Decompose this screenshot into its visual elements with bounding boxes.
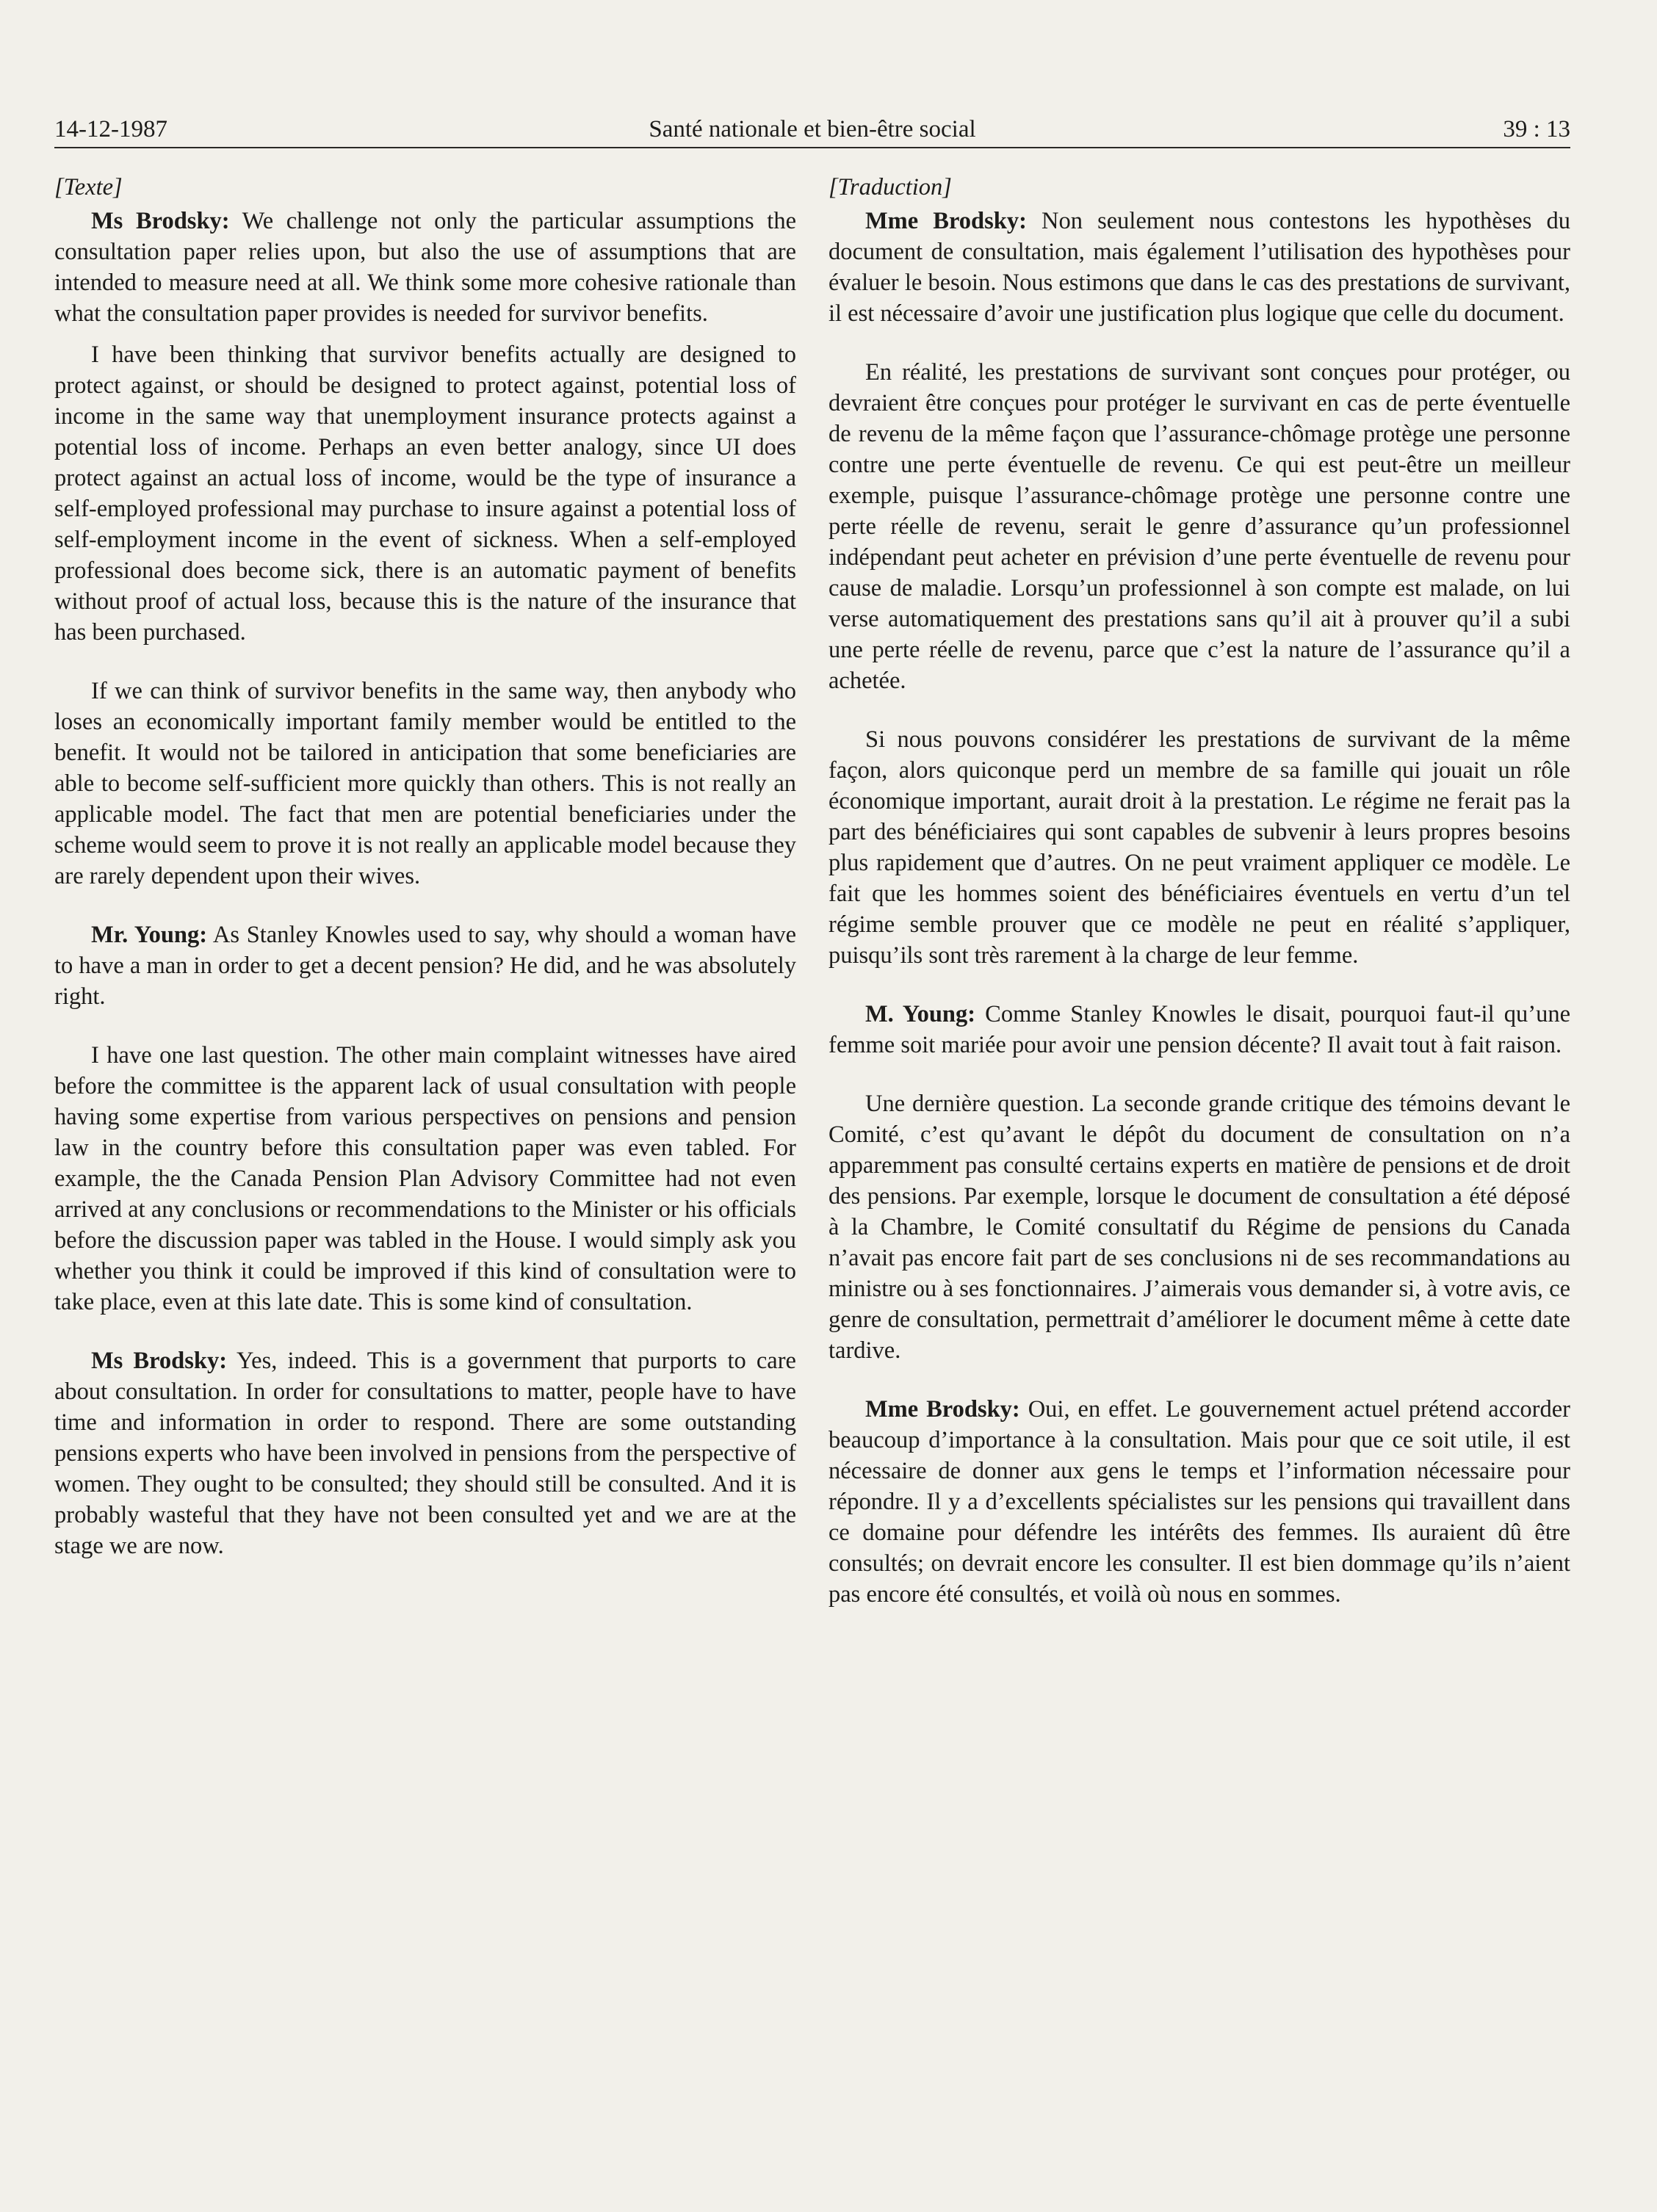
paragraph	[54, 919, 796, 1012]
paragraph-text: Oui, en effet. Le gouvernement actuel prétend accorder beaucoup d’importance à la consultation. Mais pour que ce soit utile, il est nécessaire de donner aux gens le temps et l’information nécessaire pour répondre. Il y a d’excellents spécialistes sur les pensions qui travaillent dans ce domaine pour défendre les intérêts des femmes. Ils auraient dû être consultés; on devrait encore les consulter. Il est bien dommage qu’ils n’aient pas encore été consultés, et voilà où nous en sommes.	[828, 1396, 1571, 1608]
speaker-name: Ms Brodsky:	[91, 1348, 228, 1374]
paragraph-text: I have been thinking that survivor benefits actually are designed to protect against, or should be designed to protect against, potential loss of income in the same way that unemployment insurance protects against a potential loss of income. Perhaps an even better analogy, since UI does protect against an actual loss of income, would be the type of insurance a self-employed professional may purchase to insure against a potential loss of self-employment income in the event of sickness. When a self-employed professional does become sick, there is an automatic payment of benefits without proof of actual loss, because this is the nature of the insurance that has been purchased.	[54, 341, 796, 646]
paragraph	[54, 206, 796, 329]
paragraph	[828, 1394, 1570, 1610]
paragraph-text: We challenge not only the particular assumptions the consultation paper relies upon, but also the use of assumptions that are intended to measure need at all. We think some more cohesive rationale than what the consultation paper provides is needed for survivor benefits.	[54, 208, 796, 327]
speaker-name: Ms Brodsky:	[91, 208, 230, 234]
speaker-name: Mr. Young:	[91, 922, 208, 948]
page-header	[54, 112, 1570, 148]
paragraph-text: If we can think of survivor benefits in the same way, then anybody who loses an economically important family member would be entitled to the benefit. It would not be tailored in anticipation that some beneficiaries are able to become self-sufficient more quickly than others. This is not really an applicable model. The fact that men are potential beneficiaries under the scheme would seem to prove it is not really an applicable model because they are rarely dependent upon their wives.	[54, 678, 796, 889]
paragraph-text: Si nous pouvons considérer les prestations de survivant de la même façon, alors quiconque perd un membre de sa famille qui jouait un rôle économique important, aurait droit à la prestation. Le régime ne ferait pas la part des bénéficiaires qui sont capables de subvenir à leurs propres besoins plus rapidement que d’autres. On ne peut vraiment appliquer ce modèle. Le fait que les hommes soient des bénéficiaires éventuels en vertu d’un tel régime semble prouver que ce modèle ne peut en réalité s’appliquer, puisqu’ils sont très rarement à la charge de leur femme.	[828, 726, 1570, 969]
paragraph	[54, 1040, 796, 1318]
paragraph-text: I have one last question. The other main complaint witnesses have aired before the committee is the apparent lack of usual consultation with people having some expertise from various perspectives on pensions and pension law in the country before this consultation paper was even tabled. For example, the the Canada Pension Plan Advisory Committee had not even arrived at any conclusions or recommendations to the Minister or his officials before the discussion paper was tabled in the House. I would simply ask you whether you think it could be improved if this kind of consultation were to take place, even at this late date. This is some kind of consultation.	[54, 1042, 796, 1315]
paragraph-text: Yes, indeed. This is a government that purports to care about consultation. In order for consultations to matter, people have to have time and information in order to respond. There are some outstanding pensions experts who have been involved in pensions from the perspective of women. They ought to be consulted; they should still be consulted. And it is probably wasteful that they have not been consulted yet and we are at the stage we are now.	[54, 1348, 796, 1559]
language-marker: [Traduction]	[828, 174, 952, 200]
paragraph-text: Non seulement nous contestons les hypothèses du document de consultation, mais également l’utilisation des hypothèses pour évaluer le besoin. Nous estimons que dans le cas des prestations de survivant, il est nécessaire d’avoir une justification plus logique que celle du document.	[828, 208, 1570, 327]
header-date: 14-12-1987	[54, 116, 167, 142]
paragraph	[828, 206, 1570, 329]
speaker-name: Mme Brodsky:	[865, 1396, 1020, 1423]
speaker-name: Mme Brodsky:	[865, 208, 1027, 234]
paragraph	[828, 724, 1570, 971]
paragraph	[54, 1345, 796, 1561]
french-column	[828, 172, 1570, 1638]
speaker-name: M. Young:	[865, 1001, 976, 1027]
paragraph-text: Comme Stanley Knowles le disait, pourquoi faut-il qu’une femme soit mariée pour avoir une pension décente? Il avait tout à fait raison.	[828, 1001, 1570, 1058]
paragraph-text: Une dernière question. La seconde grande critique des témoins devant le Comité, c’est qu’avant le dépôt du document de consultation on n’a apparemment pas consulté certains experts en matière de pensions et de droit des pensions. Par exemple, lorsque le document de consultation a été déposé à la Chambre, le Comité consultatif du Régime de pensions du Canada n’avait pas encore fait part de ses conclusions ni de ses recommandations au ministre ou à ses fonctionnaires. J’aimerais vous demander si, à votre avis, ce genre de consultation, permettrait d’améliorer le document même à cette date tardive.	[828, 1091, 1570, 1364]
language-marker: [Texte]	[54, 174, 123, 200]
header-title: Santé nationale et bien-être social	[649, 116, 976, 142]
paragraph-text: En réalité, les prestations de survivant sont conçues pour protéger, ou devraient être conçues pour protéger le survivant en cas de perte éventuelle de revenu de la même façon que l’assurance-chômage protège une personne contre une perte éventuelle de revenu. Ce qui est peut-être un meilleur exemple, puisque l’assurance-chômage protège une personne contre une perte réelle de revenu, serait le genre d’assurance qu’un professionnel indépendant peut acheter en prévision d’une perte éventuelle de revenu pour cause de maladie. Lorsqu’un professionnel à son compte est malade, on lui verse automatiquement des prestations sans qu’il ait à prouver qu’il a subi une perte réelle de revenu, parce que c’est la nature de l’assurance qu’il a achetée.	[828, 359, 1570, 694]
paragraph	[828, 999, 1570, 1060]
paragraph	[54, 676, 796, 892]
english-column	[54, 172, 796, 1589]
paragraph	[828, 357, 1570, 696]
paragraph-text: As Stanley Knowles used to say, why should a woman have to have a man in order to get a decent pension? He did, and he was absolutely right.	[54, 922, 796, 1010]
paragraph	[54, 339, 796, 648]
header-page-number: 39 : 13	[1503, 116, 1570, 142]
paragraph	[828, 1088, 1570, 1366]
